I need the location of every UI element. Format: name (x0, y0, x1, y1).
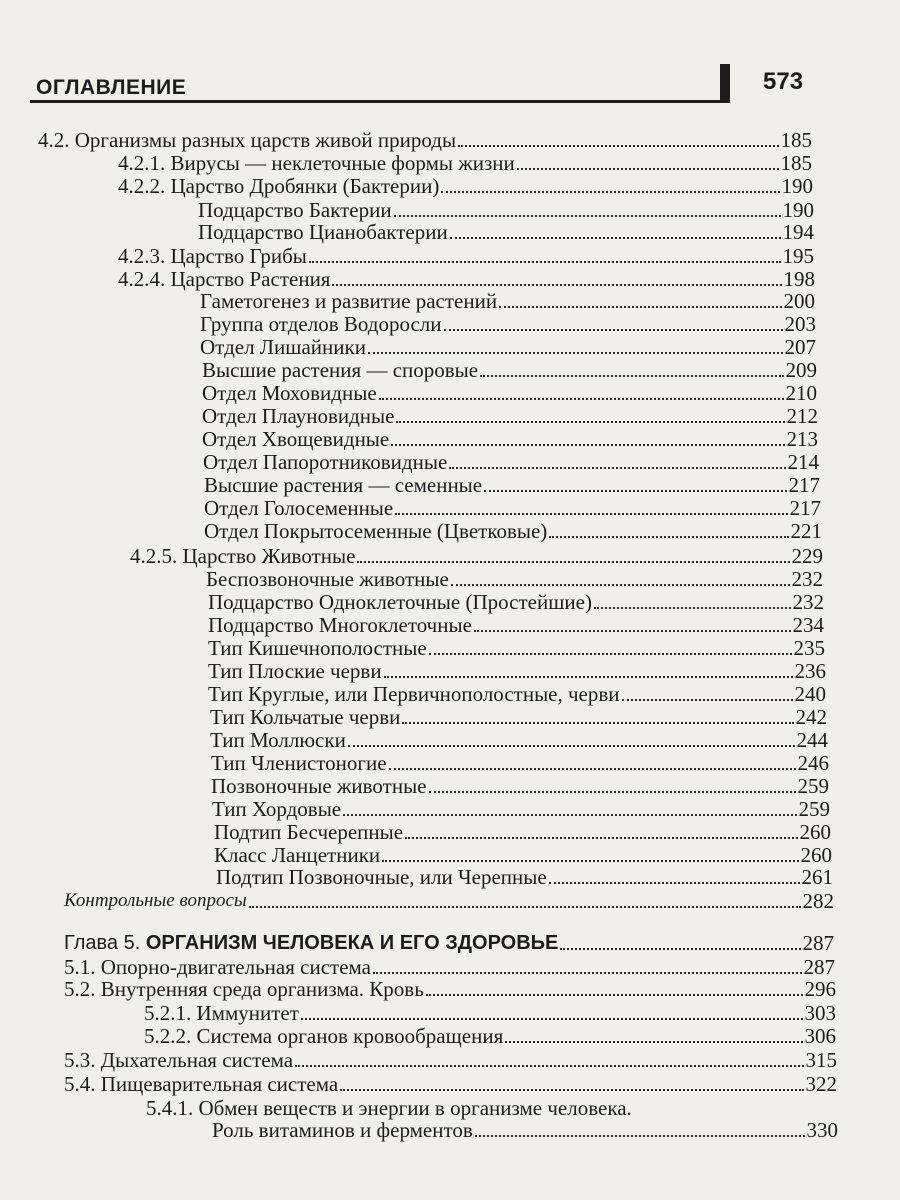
toc-leader (474, 630, 791, 632)
toc-leader (480, 375, 783, 377)
toc-entry-label: Подцарство Бактерии (198, 198, 392, 222)
toc-entry-page: 236 (794, 659, 826, 683)
toc-chapter-label (64, 930, 558, 956)
toc-entry-label: 5.2.1. Иммунитет (144, 1001, 299, 1025)
toc-entry-label: 5.2. Внутренняя среда организма. Кровь (64, 977, 424, 1001)
toc-entry-label: Подцарство Одноклеточные (Простейшие) (208, 590, 592, 614)
toc-leader (395, 513, 787, 515)
toc-entry-page: 260 (800, 843, 832, 867)
toc-entry-label: Группа отделов Водоросли (200, 312, 442, 336)
toc-entry-label: Высшие растения — споровые (202, 358, 479, 382)
toc-entry-page: 260 (799, 820, 831, 844)
toc-entry-page: 194 (782, 220, 814, 244)
toc-leader (379, 398, 784, 400)
toc-leader (451, 584, 790, 586)
toc-entry-page: 330 (806, 1118, 838, 1142)
toc-entry-label: Позвоночные животные (211, 774, 427, 798)
toc-leader (458, 145, 778, 147)
toc-leader (382, 860, 798, 862)
toc-leader (394, 215, 781, 217)
toc-entry-page: 240 (794, 682, 826, 706)
toc-entry-label: Высшие растения — семенные (204, 473, 483, 497)
toc-entry-page: 244 (796, 728, 828, 752)
toc-leader (594, 607, 791, 609)
toc-entry-label: 5.1. Опорно-двигательная система (64, 955, 371, 979)
toc-leader (405, 837, 797, 839)
toc-leader (295, 1065, 803, 1067)
toc-entry-label: 5.3. Дыхательная система (64, 1048, 294, 1072)
toc-entry-label: Контрольные вопросы (64, 890, 247, 911)
toc-entry-label: Подцарство Цианобактерии (198, 220, 448, 244)
toc-entry-review-questions (64, 888, 834, 914)
toc-entry-page: 242 (795, 705, 827, 729)
toc-entry-page: 190 (782, 198, 814, 222)
toc-leader (517, 168, 779, 170)
toc-entry-label: Тип Кишечнополостные (208, 636, 427, 660)
toc-entry-page: 207 (784, 335, 816, 359)
toc-entry-page: 209 (785, 358, 817, 382)
toc-entry (216, 864, 833, 890)
section-title: ОГЛАВЛЕНИЕ (36, 76, 187, 99)
toc-entry-page: 322 (805, 1072, 837, 1096)
toc-entry-label: 4.2.5. Царство Животные (130, 544, 356, 568)
toc-entry-label: 5.4. Пищеварительная система (64, 1072, 339, 1096)
toc-entry-page: 296 (804, 977, 836, 1001)
toc-entry-label: 5.2.2. Система органов кровообращения (144, 1024, 504, 1048)
toc-entry (204, 518, 822, 544)
toc-leader (484, 490, 786, 492)
toc-entry-page: 259 (798, 797, 830, 821)
toc-entry-page: 190 (781, 174, 813, 198)
toc-entry-page: 303 (804, 1001, 836, 1025)
toc-entry-label: Беспозвоночные животные (206, 567, 449, 591)
toc-leader (391, 444, 784, 446)
toc-entry-label: Гаметогенез и развитие растений (200, 289, 498, 313)
toc-leader (505, 1041, 802, 1043)
toc-entry-page: 210 (785, 381, 817, 405)
chapter-number: Глава 5. (64, 932, 146, 954)
toc-entry-label: Тип Плоские черви (208, 659, 382, 683)
toc-leader (444, 329, 783, 331)
toc-entry-page: 200 (783, 289, 815, 313)
toc-chapter-heading (64, 930, 834, 956)
toc-leader (499, 306, 781, 308)
toc-entry-page: 221 (790, 519, 822, 543)
toc-leader (348, 745, 795, 747)
toc-entry-page: 212 (786, 404, 818, 428)
toc-entry-label: Тип Круглые, или Первичнополостные, черви (208, 682, 620, 706)
toc-leader (549, 882, 800, 884)
toc-entry-label: Класс Ланцетники (214, 843, 381, 867)
toc-entry-page: 198 (783, 267, 815, 291)
toc-leader (426, 994, 803, 996)
toc-leader (389, 768, 796, 770)
toc-leader (309, 261, 781, 263)
toc-entry-page: 315 (805, 1048, 837, 1072)
toc-leader (384, 676, 793, 678)
toc-leader (357, 561, 789, 563)
toc-entry-label: Отдел Моховидные (202, 381, 377, 405)
toc-leader (340, 1089, 803, 1091)
toc-entry-page: 214 (787, 450, 819, 474)
toc-leader (475, 1135, 805, 1137)
toc-entry-label: 4.2.1. Вирусы — неклеточные формы жизни (118, 151, 515, 175)
toc-entry-label: Подтип Позвоночные, или Черепные (216, 865, 547, 889)
toc-entry-label: Роль витаминов и ферментов (212, 1118, 473, 1142)
toc-leader (549, 536, 788, 538)
toc-leader (429, 653, 792, 655)
toc-entry-label: Тип Моллюски (210, 728, 346, 752)
toc-leader (249, 906, 801, 908)
toc-leader (560, 948, 800, 950)
toc-entry-label: Тип Членистоногие (211, 751, 387, 775)
toc-entry-page: 185 (780, 128, 812, 152)
toc-entry (118, 173, 813, 199)
toc-entry-label: 5.4.1. Обмен веществ и энергии в организме человека. (146, 1096, 632, 1120)
toc-entry (64, 976, 836, 1002)
chapter-title: ОРГАНИЗМ ЧЕЛОВЕКА И ЕГО ЗДОРОВЬЕ (145, 932, 559, 954)
toc-entry-page: 246 (797, 751, 829, 775)
toc-entry-label: Отдел Лишайники (200, 335, 366, 359)
toc-entry (64, 1047, 837, 1073)
toc-entry-label: 4.2.4. Царство Растения (118, 267, 331, 291)
toc-entry-page: 195 (782, 244, 814, 268)
toc-leader (450, 237, 781, 239)
toc-leader (373, 972, 802, 974)
toc-entry-page: 217 (789, 496, 821, 520)
toc-entry-label: Отдел Папоротниковидные (203, 450, 448, 474)
toc-entry-label: 4.2.3. Царство Грибы (118, 244, 307, 268)
toc-entry-page: 261 (801, 865, 833, 889)
toc-entry (212, 1117, 838, 1143)
toc-leader (402, 722, 793, 724)
toc-entry-label: 4.2.2. Царство Дробянки (Бактерии) (118, 174, 440, 198)
toc-entry-label: Отдел Хвощевидные (202, 427, 390, 451)
toc-entry-page: 287 (803, 955, 835, 979)
toc-leader (396, 421, 784, 423)
toc-entry-page: 229 (791, 544, 823, 568)
toc-entry (64, 1071, 837, 1097)
toc-entry (144, 1023, 836, 1049)
toc-entry-page: 259 (797, 774, 829, 798)
toc-entry-label: Подтип Бесчерепные (214, 820, 404, 844)
toc-entry-page: 203 (784, 312, 816, 336)
toc-leader (343, 814, 796, 816)
toc-leader (449, 467, 785, 469)
toc-entry (198, 219, 814, 245)
toc-entry-page: 287 (802, 931, 834, 955)
toc-entry-page: 306 (804, 1024, 836, 1048)
toc-entry-label: Тип Хордовые (212, 797, 342, 821)
page-number: 573 (763, 68, 804, 95)
toc-leader (429, 791, 796, 793)
toc-entry-page: 282 (802, 889, 834, 913)
toc-entry-page: 185 (780, 151, 812, 175)
toc-entry-label: Отдел Покрытосеменные (Цветковые) (204, 519, 548, 543)
toc-leader (301, 1018, 803, 1020)
toc-leader (622, 699, 793, 701)
toc-entry-page: 235 (793, 636, 825, 660)
toc-entry-page: 232 (791, 567, 823, 591)
toc-entry-page: 234 (792, 613, 824, 637)
toc-entry-label: Отдел Плауновидные (202, 404, 395, 428)
toc-leader (368, 352, 783, 354)
toc-entry-page: 213 (786, 427, 818, 451)
toc-leader (441, 191, 779, 193)
toc-entry-label: Подцарство Многоклеточные (208, 613, 472, 637)
toc-entry-label: 4.2. Организмы разных царств живой природы (38, 128, 457, 152)
toc-entry-page: 217 (788, 473, 820, 497)
toc-entry-page: 232 (792, 590, 824, 614)
toc-entry-label: Тип Кольчатые черви (210, 705, 401, 729)
toc-entry-label: Отдел Голосеменные (204, 496, 394, 520)
toc-leader (332, 284, 781, 286)
